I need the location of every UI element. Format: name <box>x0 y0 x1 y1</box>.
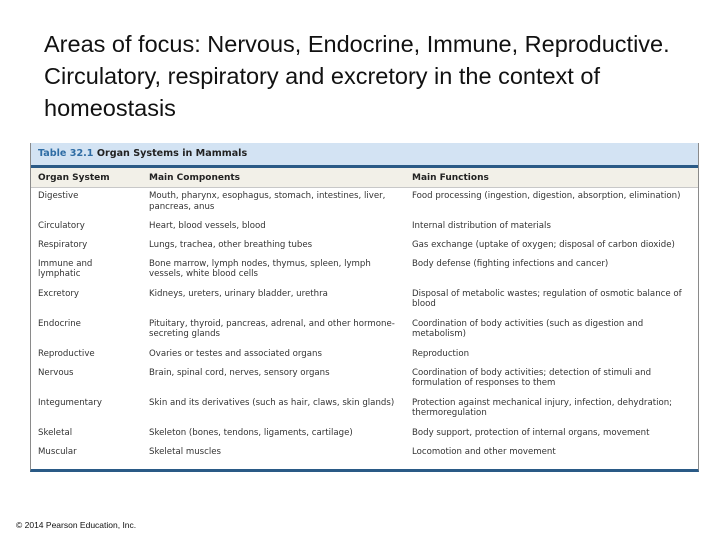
slide-title: Areas of focus: Nervous, Endocrine, Immune, Reproductive. Circulatory, respiratory and excretory in the context of homeostasis <box>44 31 670 121</box>
functions-cell: Reproduction <box>412 348 470 359</box>
copyright-notice: © 2014 Pearson Education, Inc. <box>16 520 137 530</box>
organ-table <box>31 168 698 463</box>
functions-cell: Gas exchange (uptake of oxygen; disposal of carbon dioxide) <box>412 239 675 250</box>
components-cell: Brain, spinal cord, nerves, sensory organs <box>149 367 330 378</box>
organ-system-cell: Endocrine <box>38 318 81 329</box>
table-row <box>31 395 698 425</box>
functions-cell: Food processing (ingestion, digestion, absorption, elimination) <box>412 191 681 201</box>
functions-cell: Locomotion and other movement <box>412 446 556 457</box>
functions-cell: Disposal of metabolic wastes; regulation of osmotic balance of blood <box>412 288 682 309</box>
functions-cell: Coordination of body activities; detection of stimuli and formulation of responses to them <box>412 367 652 388</box>
organ-system-cell: Respiratory <box>38 239 88 250</box>
components-cell: Skin and its derivatives (such as hair, claws, skin glands) <box>149 397 395 408</box>
components-cell: Skeleton (bones, tendons, ligaments, cartilage) <box>149 427 353 438</box>
functions-cell: Coordination of body activities (such as digestion and metabolism) <box>412 318 644 339</box>
components-cell: Skeletal muscles <box>149 446 222 457</box>
table-row <box>31 316 698 346</box>
organ-system-cell: Muscular <box>38 446 77 457</box>
functions-cell: Internal distribution of materials <box>412 220 551 231</box>
organ-system-cell: Immune and lymphatic <box>38 258 93 279</box>
components-cell: Kidneys, ureters, urinary bladder, urethra <box>149 288 328 299</box>
table-row <box>31 218 698 237</box>
organ-system-cell: Skeletal <box>38 427 73 438</box>
table-row <box>31 188 698 218</box>
components-cell: Pituitary, thyroid, pancreas, adrenal, and other hormone-secreting glands <box>149 318 395 339</box>
table-title: Organ Systems in Mammals <box>96 148 248 159</box>
organ-system-cell: Circulatory <box>38 220 85 231</box>
header-main-functions: Main Functions <box>406 168 698 188</box>
functions-cell: Protection against mechanical injury, infection, dehydration; thermoregulation <box>412 397 673 418</box>
table-caption <box>31 143 698 168</box>
components-cell: Ovaries or testes and associated organs <box>149 348 322 359</box>
table-number: Table 32.1 <box>38 148 94 159</box>
functions-cell: Body defense (fighting infections and cancer) <box>412 258 609 269</box>
table-row <box>31 346 698 365</box>
functions-cell: Body support, protection of internal organs, movement <box>412 427 650 438</box>
table-header-row <box>31 168 698 188</box>
components-cell: Heart, blood vessels, blood <box>149 220 266 231</box>
organ-system-cell: Nervous <box>38 367 74 378</box>
header-main-components: Main Components <box>141 168 406 188</box>
table-row <box>31 425 698 444</box>
table-row <box>31 286 698 316</box>
table-row <box>31 256 698 286</box>
components-cell: Bone marrow, lymph nodes, thymus, spleen, lymph vessels, white blood cells <box>149 258 371 279</box>
table-row <box>31 444 698 463</box>
table-row <box>31 237 698 256</box>
header-organ-system: Organ System <box>31 168 141 188</box>
organ-systems-table <box>30 143 699 472</box>
organ-system-cell: Excretory <box>38 288 79 299</box>
organ-system-cell: Reproductive <box>38 348 95 359</box>
organ-system-cell: Digestive <box>38 191 79 201</box>
organ-system-cell: Integumentary <box>38 397 102 408</box>
table-row <box>31 365 698 395</box>
components-cell: Mouth, pharynx, esophagus, stomach, intestines, liver, pancreas, anus <box>149 191 386 212</box>
components-cell: Lungs, trachea, other breathing tubes <box>149 239 313 250</box>
